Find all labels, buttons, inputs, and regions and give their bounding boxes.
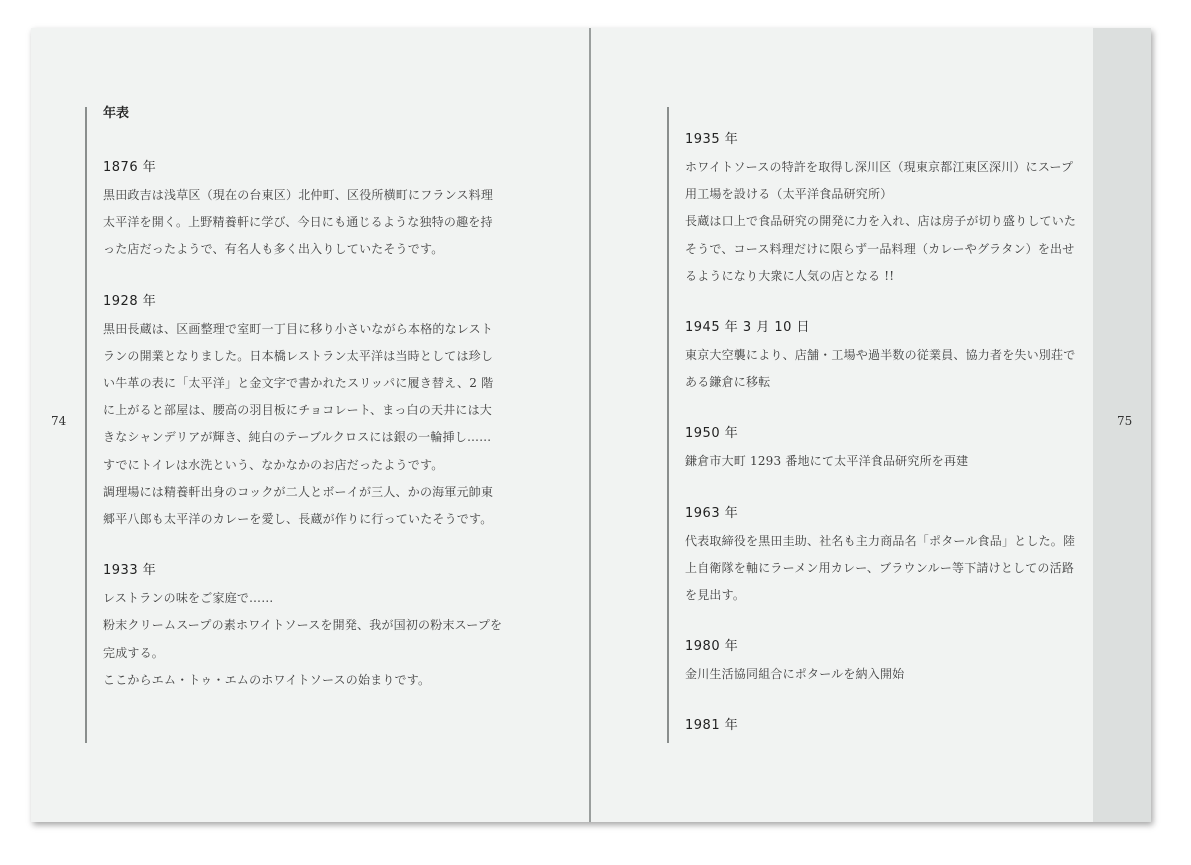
entry-year: 1933 年 — [103, 563, 157, 579]
entry-text: 粉末クリームスープの素ホワイトソースを開発、我が国初の粉末スープを完成する。 — [103, 618, 503, 660]
margin-rule-right — [667, 107, 669, 743]
timeline-entry-1928 — [103, 292, 503, 534]
entry-year: 1980 年 — [685, 639, 739, 655]
entry-text: 金川生活協同組合にポタールを納入開始 — [685, 667, 905, 682]
left-page-column — [103, 104, 503, 722]
timeline-entry-1935 — [685, 130, 1085, 290]
entry-year: 1950 年 — [685, 426, 739, 442]
entry-text: 長蔵は口上で食品研究の開発に力を入れ、店は房子が切り盛りしていたそうで、コース料理だけに限らず一品料理（カレーやグラタン）を出せるようになり大衆に人気の店となる !! — [685, 214, 1077, 283]
entry-text: 調理場には精養軒出身のコックが二人とボーイが三人、かの海軍元帥東郷平八郎も太平洋のカレーを愛し、長蔵が作りに行っていたそうです。 — [103, 484, 494, 527]
timeline-entry-1950 — [685, 424, 1085, 475]
entry-year: 1981 年 — [685, 718, 739, 734]
entry-text: レストランの味をご家庭で…… — [103, 591, 274, 606]
entry-text: ホワイトソースの特許を取得し深川区（現東京都江東区深川）にスープ用工場を設ける（太平洋食品研究所） — [685, 160, 1074, 202]
entry-text: 鎌倉市大町 1293 番地にて太平洋食品研究所を再建 — [685, 454, 969, 469]
page-number-left: 74 — [51, 414, 67, 428]
timeline-entry-1980 — [685, 637, 1085, 688]
entry-year: 1963 年 — [685, 505, 739, 521]
entry-year: 1935 年 — [685, 132, 739, 147]
chronology-heading: 年表 — [103, 106, 130, 121]
timeline-entry-1963 — [685, 504, 1085, 610]
timeline-entry-1876 — [103, 158, 503, 264]
timeline-entry-1981 — [685, 716, 1085, 736]
timeline-entry-1933 — [103, 561, 503, 694]
entry-text: 代表取締役を黒田圭助、社名も主力商品名「ポタール食品」とした。陸上自衛隊を軸にラーメン用カレー、ブラウンルー等下請けとしての活路を見出す。 — [685, 533, 1076, 603]
entry-year: 1945 年 3 月 10 日 — [685, 320, 811, 336]
right-page-column — [685, 130, 1085, 764]
entry-text: ここからエム・トゥ・エムのホワイトソースの始まりです。 — [103, 672, 431, 687]
timeline-entry-1945 — [685, 318, 1085, 396]
margin-rule-left — [85, 107, 87, 743]
entry-text: 東京大空襲により、店舗・工場や過半数の従業員、協力者を失い別荘である鎌倉に移転 — [685, 348, 1076, 390]
page-number-right: 75 — [1117, 414, 1133, 428]
entry-year: 1928 年 — [103, 293, 157, 309]
book-gutter — [589, 28, 591, 822]
book-spread — [31, 28, 1151, 822]
entry-text: 黒田長蔵は、区画整理で室町一丁目に移り小さいながら本格的なレストランの開業となりました。日本橋レストラン太平洋は当時としては珍しい牛革の表に「太平洋」と金文字で書かれたスリッパに履き替え、2 階に上がると部屋は、腰高の羽目板にチョコレート、まっ白の天井には大きなシャンデリアが輝き、純白のテーブルクロスには銀の一輪挿し…… — [103, 321, 494, 445]
entry-year: 1876 年 — [103, 160, 157, 175]
entry-text: すでにトイレは水洗という、なかなかのお店だったようです。 — [103, 457, 444, 472]
entry-text: 黒田政吉は浅草区（現在の台東区）北仲町、区役所横町にフランス料理太平洋を開く。上野精養軒に学び、今日にも通じるような独特の趣を持った店だったようで、有名人も多く出入りしていたそうです。 — [103, 188, 494, 257]
